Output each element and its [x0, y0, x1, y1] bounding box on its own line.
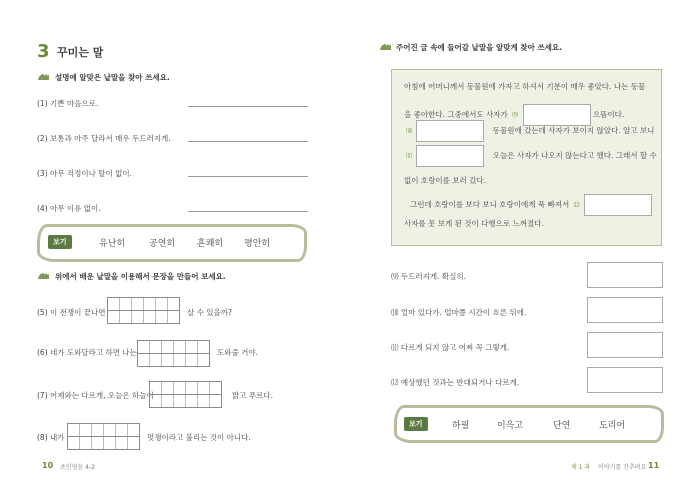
question-11: ⑾ 다르게 되지 않고 어찌 꼭 그렇게. — [391, 343, 510, 352]
word-bank-item: 흔쾌히 — [197, 239, 224, 249]
word-bank-item: 단연 — [553, 421, 571, 431]
blank-marker: ⑼ — [512, 112, 519, 119]
sentence-5-start: (5) 이 전쟁이 끝나면 — [37, 308, 106, 317]
answer-box-9[interactable] — [587, 262, 663, 288]
writing-grid-5[interactable] — [107, 297, 180, 311]
question-1: (1) 기쁜 마음으로. — [37, 99, 99, 108]
leaf-icon — [37, 272, 50, 280]
sentence-7-end: 맑고 푸르다. — [232, 391, 273, 400]
footer-title: 이야기를 간추려요 — [598, 464, 647, 471]
blank-12[interactable] — [584, 194, 652, 216]
question-12: ⑿ 예상했던 것과는 반대되거나 다르게. — [391, 378, 520, 387]
question-9: ⑼ 두드러지게. 확실히. — [391, 272, 466, 281]
blank-marker: ⑾ — [406, 153, 413, 160]
word-bank-item: 도리어 — [599, 421, 626, 431]
sentence-7-start: (7) 어제와는 다르게, 오늘은 하늘이 — [37, 391, 154, 400]
question-2: (2) 보통과 아주 달라서 매우 두드러지게. — [37, 134, 171, 143]
answer-line-4[interactable] — [188, 211, 308, 212]
passage-text: 으뜸이다. — [592, 110, 625, 119]
passage-text: 동물원에 갔는데 사자가 보이지 않았다. 알고 보니 — [492, 126, 655, 135]
question-10: ⑽ 얼마 있다가. 얼마쯤 시간이 흐른 뒤에. — [391, 308, 527, 317]
answer-box-11[interactable] — [587, 332, 663, 358]
answer-line-1[interactable] — [188, 106, 308, 107]
passage-line — [410, 194, 652, 216]
blank-marker: ⑿ — [573, 202, 580, 209]
writing-grid-7[interactable] — [149, 394, 222, 408]
blank-11[interactable] — [416, 145, 484, 167]
writing-grid-5[interactable] — [107, 310, 180, 324]
sentence-5-end: 살 수 있을까? — [187, 308, 232, 317]
passage-line: 사자를 못 보게 된 것이 다행으로 느껴졌다. — [404, 219, 544, 228]
word-bank-item: 하필 — [452, 421, 470, 431]
passage-text: 오늘은 사자가 나오지 않는다고 했다. 그래서 할 수 — [492, 151, 657, 160]
writing-grid-7[interactable] — [149, 381, 222, 395]
passage-text: 그런데 호랑이를 보다 보니 호랑이에게 푹 빠져서 — [410, 200, 570, 209]
right-instruction: 주어진 글 속에 들어갈 낱말을 알맞게 찾아 쓰세요. — [396, 43, 563, 52]
blank-marker: ⑽ — [406, 128, 413, 135]
writing-grid-6[interactable] — [137, 353, 210, 367]
word-bank-item: 이윽고 — [497, 421, 524, 431]
passage-line: 없이 호랑이를 보러 갔다. — [404, 176, 486, 185]
answer-box-10[interactable] — [587, 297, 663, 323]
word-bank-item: 평안히 — [244, 239, 271, 249]
passage-line: 아침에 어머니께서 동물원에 가자고 하셔서 기분이 매우 좋았다. 나는 동물 — [404, 82, 646, 91]
blank-10[interactable] — [416, 120, 484, 142]
writing-grid-8[interactable] — [67, 436, 140, 450]
part1-instruction: 설명에 알맞은 낱말을 찾아 쓰세요. — [55, 73, 170, 82]
passage-line — [404, 120, 654, 142]
sentence-8-start: (8) 내가 — [37, 433, 65, 442]
word-bank-item: 유난히 — [99, 239, 126, 249]
page-number-left: 10 — [42, 461, 54, 470]
footer-chapter: 제 1 과 — [571, 464, 591, 471]
writing-grid-6[interactable] — [137, 340, 210, 354]
word-bank-label: 보기 — [404, 417, 428, 431]
sentence-6-end: 도와줄 거야. — [217, 348, 258, 357]
word-bank-item: 공연히 — [149, 239, 176, 249]
section-title: 꾸미는 말 — [57, 46, 104, 59]
passage-line — [404, 145, 657, 167]
answer-line-2[interactable] — [188, 141, 308, 142]
page-number-right: 11 — [648, 461, 660, 470]
sentence-6-start: (6) 네가 도와달라고 하면 나는 — [37, 348, 137, 357]
leaf-icon — [379, 43, 392, 51]
answer-line-3[interactable] — [188, 176, 308, 177]
writing-grid-8[interactable] — [67, 423, 140, 437]
question-4: (4) 아무 이유 없이. — [37, 204, 101, 213]
question-3: (3) 아무 걱정이나 탈이 없이. — [37, 169, 132, 178]
leaf-icon — [37, 73, 50, 81]
word-bank-label: 보기 — [48, 235, 72, 249]
footer-book-title: 초인영음 4-2 — [60, 464, 95, 471]
passage-text: 을 좋아한다. 그중에서도 사자가 — [404, 110, 508, 119]
section-number: 3 — [37, 41, 50, 62]
answer-box-12[interactable] — [587, 367, 663, 393]
sentence-8-end: 멋쟁이라고 불리는 것이 아니다. — [147, 433, 251, 442]
part2-instruction: 위에서 배운 낱말을 이용해서 문장을 만들어 보세요. — [55, 272, 226, 281]
